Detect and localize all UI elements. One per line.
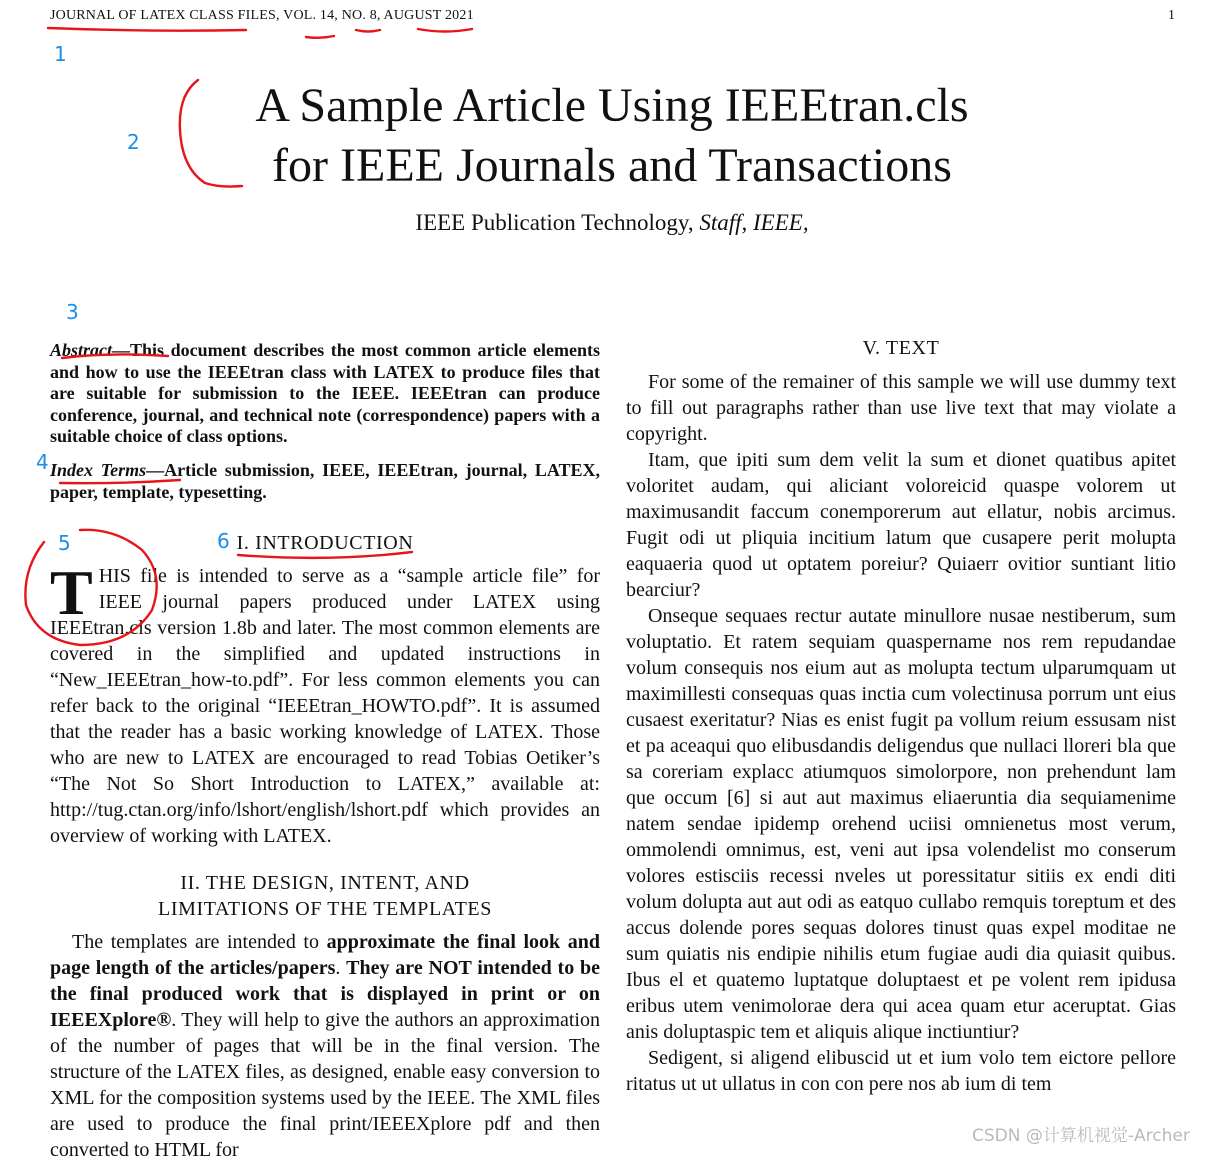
- introduction-text: HIS file is intended to serve as a “sample article file” for IEEE journal papers produced under LATEX using IEEEtran.cls version 1.8b and later. The most common elements are covered in the simplified and updated instructions in “New_IEEEtran_how-to.pdf”. For less common elements you can refer back to the original “IEEEtran_HOWTO.pdf”. It is assumed that the reader has a basic working knowledge of LATEX. Those who are new to LATEX are encouraged to read Tobias Oetiker’s “The Not So Short Introduction to LATEX,” available at: http://tug.ctan.org/info/lshort/english/lshort.pdf which provides an overview of working with LATEX.: [50, 565, 600, 847]
- design-heading-line-2: LIMITATIONS OF THE TEMPLATES: [158, 898, 492, 920]
- author-line: [300, 210, 924, 236]
- text-paragraph-2: Itam, que ipiti sum dem velit la sum et dionet quatibus apitet voloritet audam, qui aliciant voloreicid quaspe volorem ut maximusandit faccum conemporerum aut ellatur, nobis arcimus. Fugit odi ut pliquia incitium latum que cusapere perit molupta eaquaeria quod ut optatem poreiur? Quiaerr ovitior suntiant litio bearciur?: [626, 449, 1176, 601]
- abstract-text: This document describes the most common article elements and how to use the IEEEtran class with LATEX to produce files that are suitable for submission to the IEEE. IEEEtran can produce conference, journal, and technical note (correspondence) papers with a suitable choice of class options.: [50, 340, 600, 447]
- text-section-body: [626, 369, 1176, 1097]
- drop-cap: T: [50, 557, 93, 628]
- design-heading-line-1: II. THE DESIGN, INTENT, AND: [180, 872, 470, 894]
- page-number: 1: [1168, 8, 1175, 23]
- title-line-2: for IEEE Journals and Transactions: [272, 139, 952, 192]
- index-terms-text: —Article submission, IEEE, IEEEtran, journal, LATEX, paper, template, typesetting.: [50, 460, 600, 502]
- title-line-1: A Sample Article Using IEEEtran.cls: [255, 79, 969, 132]
- design-text-end: . They will help to give the authors an approximation of the number of pages that will be in the final version. The structure of the LATEX files, as designed, enable easy conversion to XML for the composition systems used by the IEEE. The XML files are used to produce the final print/IEEEXplore pdf and then converted to HTML for: [50, 1009, 600, 1161]
- index-terms-label: Index Terms: [50, 460, 147, 480]
- design-body: [50, 929, 600, 1163]
- design-bold-1: approximate the final look and page length of the articles/papers: [50, 931, 601, 979]
- underline-vol: [306, 36, 334, 38]
- paper-title: [150, 76, 1074, 196]
- abstract: [50, 340, 600, 448]
- annotation-number-3: 3: [66, 300, 79, 324]
- text-paragraph-3: Onseque sequaes rectur autate minullore nusae nestiberum, sum voluptatio. Et ratem sequiam quaspername nos rem repudandae volum consequis nos eium aut as molupta tectum ulparumquam ut maximillesti consequas quas inctia cum volectinusa porrum unt eius cusaest exeritatur? Nias es enist fugit pa vollum reium essusam nist et pa aceaqui quo elibusdandis deligendus que nullaci lloreri bla que sa coreriam explacc atiumquos simolorpore, non prehendunt lam que occum [6] si aut aut maximus eliaeruntia dia sequiamenime natem sendae ipidemp orehend uciisi omnienetus most verum, ommolendi omnimus, est, veni aut ipsa volendelist mo conserum volores estisciis recessi nveles ut poressitatur sitiis ex endi diti volum dolupta aut aut odi as eatquo cullabo remquis toreptum et des accus dolende pores sequas dolores tinust quas expel moditae ne sum quiatis nis endipie nihilis etum fugiae audi dia quiasit quibus. Ibus el et quatemo luptatque doluptaest et pe volent rem ipidusa eribus utem venimolorae dera qui acea quam etur aceruptat. Gias anis doluptaspic tem et aliquis alique inctiuntiur?: [626, 605, 1176, 1043]
- design-text-start: The templates are intended to: [72, 931, 327, 953]
- section-heading-text: V. TEXT: [862, 337, 940, 359]
- author-affiliation: Staff, IEEE,: [699, 210, 809, 235]
- section-heading-design: [50, 870, 600, 922]
- annotation-number-1: 1: [54, 42, 67, 66]
- author-name: IEEE Publication Technology,: [415, 210, 694, 235]
- design-bold-2: They are NOT intended to be the final produced work that is displayed in print or on IEEEXplore®: [50, 957, 600, 1031]
- annotation-number-5: 5: [58, 531, 71, 555]
- underline-no: [356, 30, 380, 32]
- text-paragraph-4: Sedigent, si aligend elibuscid ut et ium volo tem eictore pellore ritatus ut ut ullatus in con con pere nos ab ium di tem: [626, 1047, 1176, 1095]
- underline-date: [418, 29, 472, 32]
- underline-journal: [48, 28, 246, 31]
- section-heading-introduction: I. INTRODUCTION: [236, 532, 414, 554]
- text-paragraph-1: For some of the remainer of this sample we will use dummy text to fill out paragraphs rather than use live text that may violate a copyright.: [626, 371, 1176, 445]
- annotation-number-6: 6: [217, 529, 230, 553]
- design-text-mid: .: [335, 957, 347, 979]
- abstract-label: Abstract—: [50, 340, 131, 360]
- introduction-body: [50, 557, 600, 849]
- watermark: CSDN @计算机视觉-Archer: [972, 1126, 1190, 1146]
- annotation-number-2: 2: [127, 130, 140, 154]
- running-head: JOURNAL OF LATEX CLASS FILES, VOL. 14, NO. 8, AUGUST 2021: [50, 8, 474, 23]
- annotation-number-4: 4: [36, 450, 49, 474]
- index-terms: [50, 460, 600, 503]
